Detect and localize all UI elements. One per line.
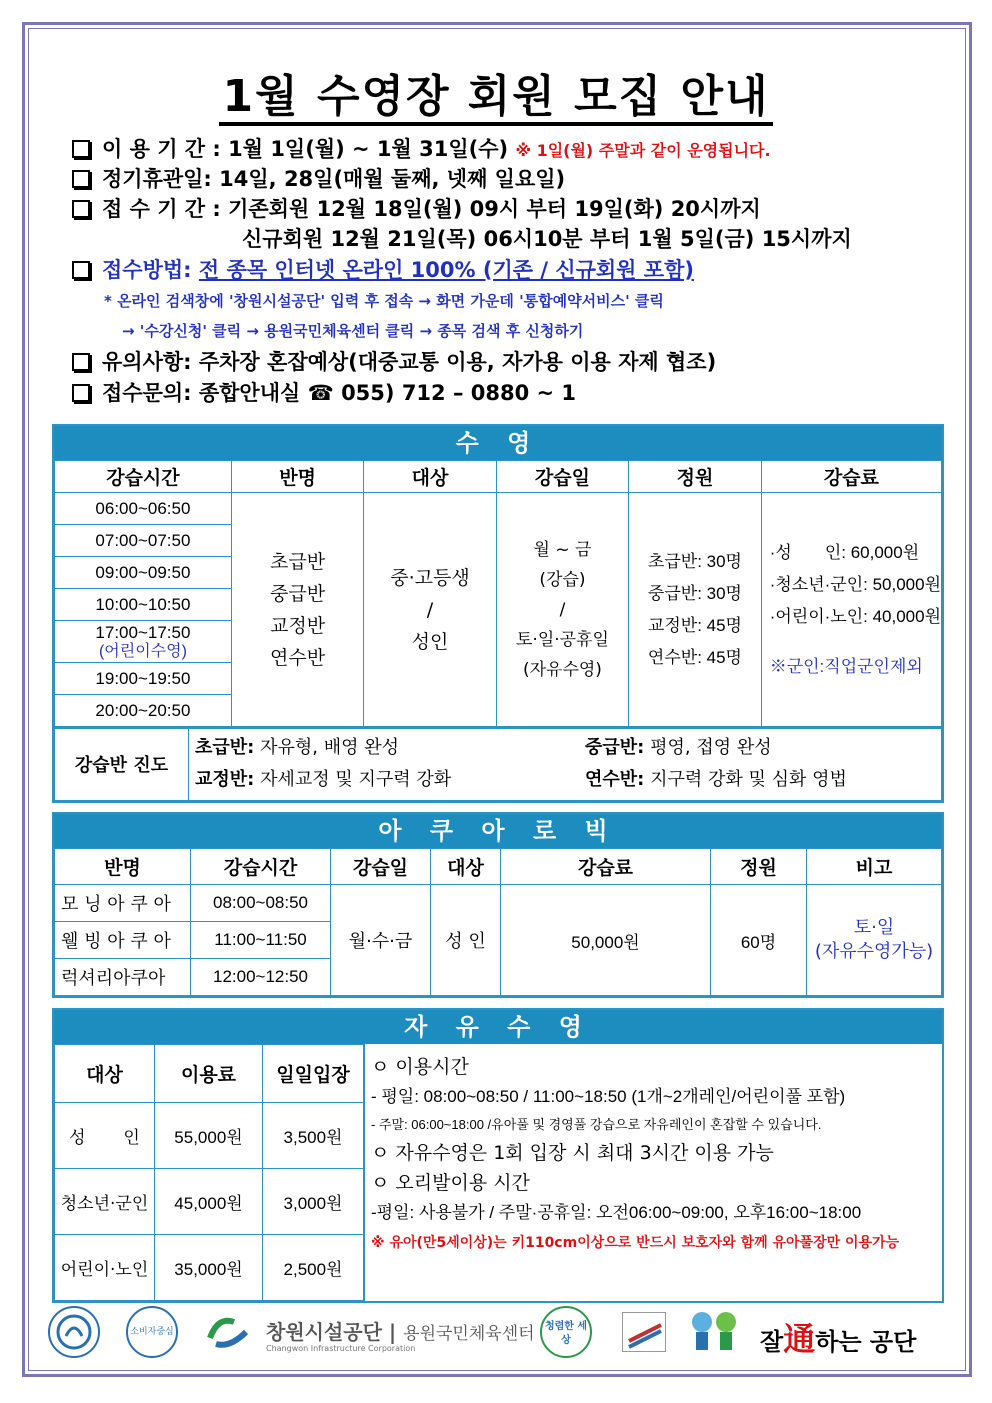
hours-title: ㅇ 이용시간 [371,1056,469,1078]
progress-name: 연수반: [585,769,645,791]
info-method [72,255,694,285]
col-daily: 일일입장 [263,1045,364,1103]
slogan-3: 하는 공단 [815,1328,917,1356]
free-fee: 35,000원 [155,1235,263,1301]
col-remark: 비고 [807,849,942,885]
period-value: 1월 1일(월) ~ 1월 31일(수) [228,137,509,161]
progress-table [54,727,942,801]
col-fee: 강습료 [501,849,711,885]
info-caution [72,347,716,377]
info-contact [72,378,576,408]
col-time: 강습시간 [55,461,232,493]
days-2: (강습) [539,569,586,590]
info-period [72,134,771,166]
target-2: 성인 [411,630,449,653]
free-target: 어린이·노인 [55,1235,155,1301]
days-sep: / [559,599,566,620]
class-item: 연수반 [270,646,326,669]
progress-name: 교정반: [195,769,255,791]
aqua-remark [807,885,942,996]
free-target: 청소년·군인 [55,1169,155,1235]
swim-section [52,424,944,803]
fee-item: ·청소년·군인: 50,000원 [769,574,941,594]
free-daily: 2,500원 [263,1235,364,1301]
col-fee: 이용료 [155,1045,263,1103]
target-cell [364,493,496,727]
free-limit: ㅇ 자유수영은 1회 입장 시 최대 3시간 이용 가능 [371,1142,774,1164]
col-target: 대상 [55,1045,155,1103]
aqua-section [52,812,944,998]
progress-desc: 지구력 강화 및 심화 영법 [650,769,847,791]
hours-weekend: - 주말: 06:00~18:00 /유아풀 및 경영풀 강습으로 자유레인이 혼잡할 수 있습니다. [371,1117,822,1132]
time-cell: 09:00~09:50 [55,557,232,589]
capacity-item: 교정반: 45명 [647,615,742,635]
class-cell [231,493,363,727]
closed-label: 정기휴관일: [102,167,212,191]
kid-note: ※ 유아(만5세이상)는 키110cm이상으로 반드시 보호자와 함께 유아풀장만 이용가능 [371,1235,900,1251]
contact-label: 접수문의: [102,381,192,405]
caution-value: 주차장 혼잡예상(대중교통 이용, 자가용 이용 자제 협조) [198,350,717,374]
col-fee: 강습료 [761,461,941,493]
col-days: 강습일 [496,461,628,493]
reg-new: 신규회원 12월 21일(목) 06시10분 부터 1월 5일(금) 15시까지 [242,227,852,251]
days-1: 월 ~ 금 [533,539,592,560]
days-4: (자유수영) [522,659,602,680]
mascot-icon [686,1306,742,1356]
time-cell: 10:00~10:50 [55,589,232,621]
info-registration-new [242,224,852,254]
duck-hours: -평일: 사용불가 / 주말·공휴일: 오전06:00~09:00, 오후16:00~18:00 [371,1203,862,1222]
aqua-time: 08:00~08:50 [191,885,331,922]
contact-value: 종합안내실 ☎ 055) 712 – 0880 ~ 1 [198,381,577,405]
emblem-logo [48,1306,100,1358]
aqua-name: 모 닝 아 쿠 아 [55,885,191,922]
target-1: 중·고등생 [390,566,470,589]
center-name: 용원국민체육센터 [403,1324,535,1344]
free-info [364,1044,942,1301]
progress-name: 초급반: [195,737,255,759]
checkbox-icon [72,200,90,218]
fee-item: ·어린이·노인: 40,000원 [769,606,941,626]
certificate-icon [622,1312,666,1352]
period-label: 이 용 기 간 : [102,137,221,161]
org-en: Changwon Infrastructure Corporation [266,1344,416,1353]
consumer-badge: 소비자중심 [126,1306,178,1358]
col-target: 대상 [364,461,496,493]
remark-1: 토·일 [853,917,895,938]
free-daily: 3,000원 [263,1169,364,1235]
class-item: 교정반 [270,614,326,637]
closed-value: 14일, 28일(매월 둘째, 넷째 일요일) [219,167,566,191]
time-cell: 07:00~07:50 [55,525,232,557]
progress-label: 강습반 진도 [55,728,189,800]
class-item: 초급반 [270,550,326,573]
duck-title: ㅇ 오리발이용 시간 [371,1172,530,1194]
col-name: 반명 [55,849,191,885]
progress-cell [189,728,942,800]
checkbox-icon [72,170,90,188]
kids-note: (어린이수영) [98,642,187,660]
aqua-target: 성 인 [431,885,501,996]
remark-2: (자유수영가능) [814,941,934,962]
time-cell-kids [55,621,232,663]
info-closed [72,164,565,194]
free-target: 성 인 [55,1103,155,1169]
aqua-time: 11:00~11:50 [191,922,331,959]
class-item: 중급반 [270,582,326,605]
fee-item: ·성 인: 60,000원 [769,542,920,562]
col-capacity: 정원 [629,461,762,493]
aqua-header: 아 쿠 아 로 빅 [54,814,942,848]
free-section [52,1008,944,1303]
capacity-item: 연수반: 45명 [647,647,742,667]
hours-weekday: - 평일: 08:00~08:50 / 11:00~18:50 (1개~2개레인/어린이풀 포함) [371,1087,846,1106]
page-title [0,60,992,124]
reg-label: 접 수 기 간 : [102,197,221,221]
method-note-2: → '수강신청' 클릭 → 용원국민체육센터 클릭 → 종목 검색 후 신청하기 [122,322,584,340]
progress-name: 중급반: [585,737,645,759]
fee-note: ※군인:직업군인제외 [769,656,923,676]
integrity-badge: 청렴한 세상 [540,1306,592,1358]
aqua-fee: 50,000원 [501,885,711,996]
days-cell [496,493,628,727]
progress-desc: 자세교정 및 지구력 강화 [260,769,452,791]
aqua-capacity: 60명 [711,885,807,996]
swim-table [54,460,942,727]
aqua-table [54,848,942,996]
page-title-text: 1월 수영장 회원 모집 안내 [219,71,774,126]
info-registration [72,194,761,224]
method-value: 전 종목 인터넷 온라인 100% (기존 / 신규회원 포함) [198,258,694,282]
time-cell: 06:00~06:50 [55,493,232,525]
slogan-2: 通 [783,1320,816,1358]
checkbox-icon [72,353,90,371]
col-capacity: 정원 [711,849,807,885]
period-note: ※ 1일(월) 주말과 같이 운영됩니다. [515,141,771,160]
col-class: 반명 [231,461,363,493]
time-cell: 19:00~19:50 [55,663,232,695]
slogan [760,1314,916,1360]
col-target: 대상 [431,849,501,885]
slogan-1: 잘 [760,1328,784,1356]
checkbox-icon [72,261,90,279]
capacity-item: 초급반: 30명 [647,551,742,571]
free-daily: 3,500원 [263,1103,364,1169]
time-kids: 17:00~17:50 [95,622,191,642]
fee-cell [761,493,941,727]
free-table [54,1044,364,1301]
org-name: 창원시설공단 | 용원국민체육센터 [266,1320,535,1344]
days-3: 토·일·공휴일 [516,629,609,650]
aqua-name: 럭셔리아쿠아 [55,959,191,996]
method-note-1: * 온라인 검색창에 '창원시설공단' 입력 후 접속 → 화면 가운데 '통합예약서비스' 클릭 [104,292,664,310]
target-sep: / [426,598,434,621]
col-days: 강습일 [331,849,431,885]
reg-existing: 기존회원 12월 18일(월) 09시 부터 19일(화) 20시까지 [228,197,761,221]
aqua-time: 12:00~12:50 [191,959,331,996]
capacity-cell [629,493,762,727]
free-header: 자 유 수 영 [54,1010,942,1044]
checkbox-icon [72,140,90,158]
caution-label: 유의사항: [102,350,192,374]
free-fee: 45,000원 [155,1169,263,1235]
footer [40,1300,960,1370]
aqua-days: 월·수·금 [331,885,431,996]
checkbox-icon [72,384,90,402]
free-fee: 55,000원 [155,1103,263,1169]
progress-desc: 자유형, 배영 완성 [260,737,399,759]
org-name-text: 창원시설공단 [266,1320,382,1344]
col-time: 강습시간 [191,849,331,885]
swim-header: 수 영 [54,426,942,460]
aqua-name: 웰 빙 아 쿠 아 [55,922,191,959]
method-label: 접수방법: [102,258,192,282]
capacity-item: 중급반: 30명 [647,583,742,603]
time-cell: 20:00~20:50 [55,695,232,727]
org-logo-icon [206,1312,252,1352]
progress-desc: 평영, 접영 완성 [650,737,772,759]
